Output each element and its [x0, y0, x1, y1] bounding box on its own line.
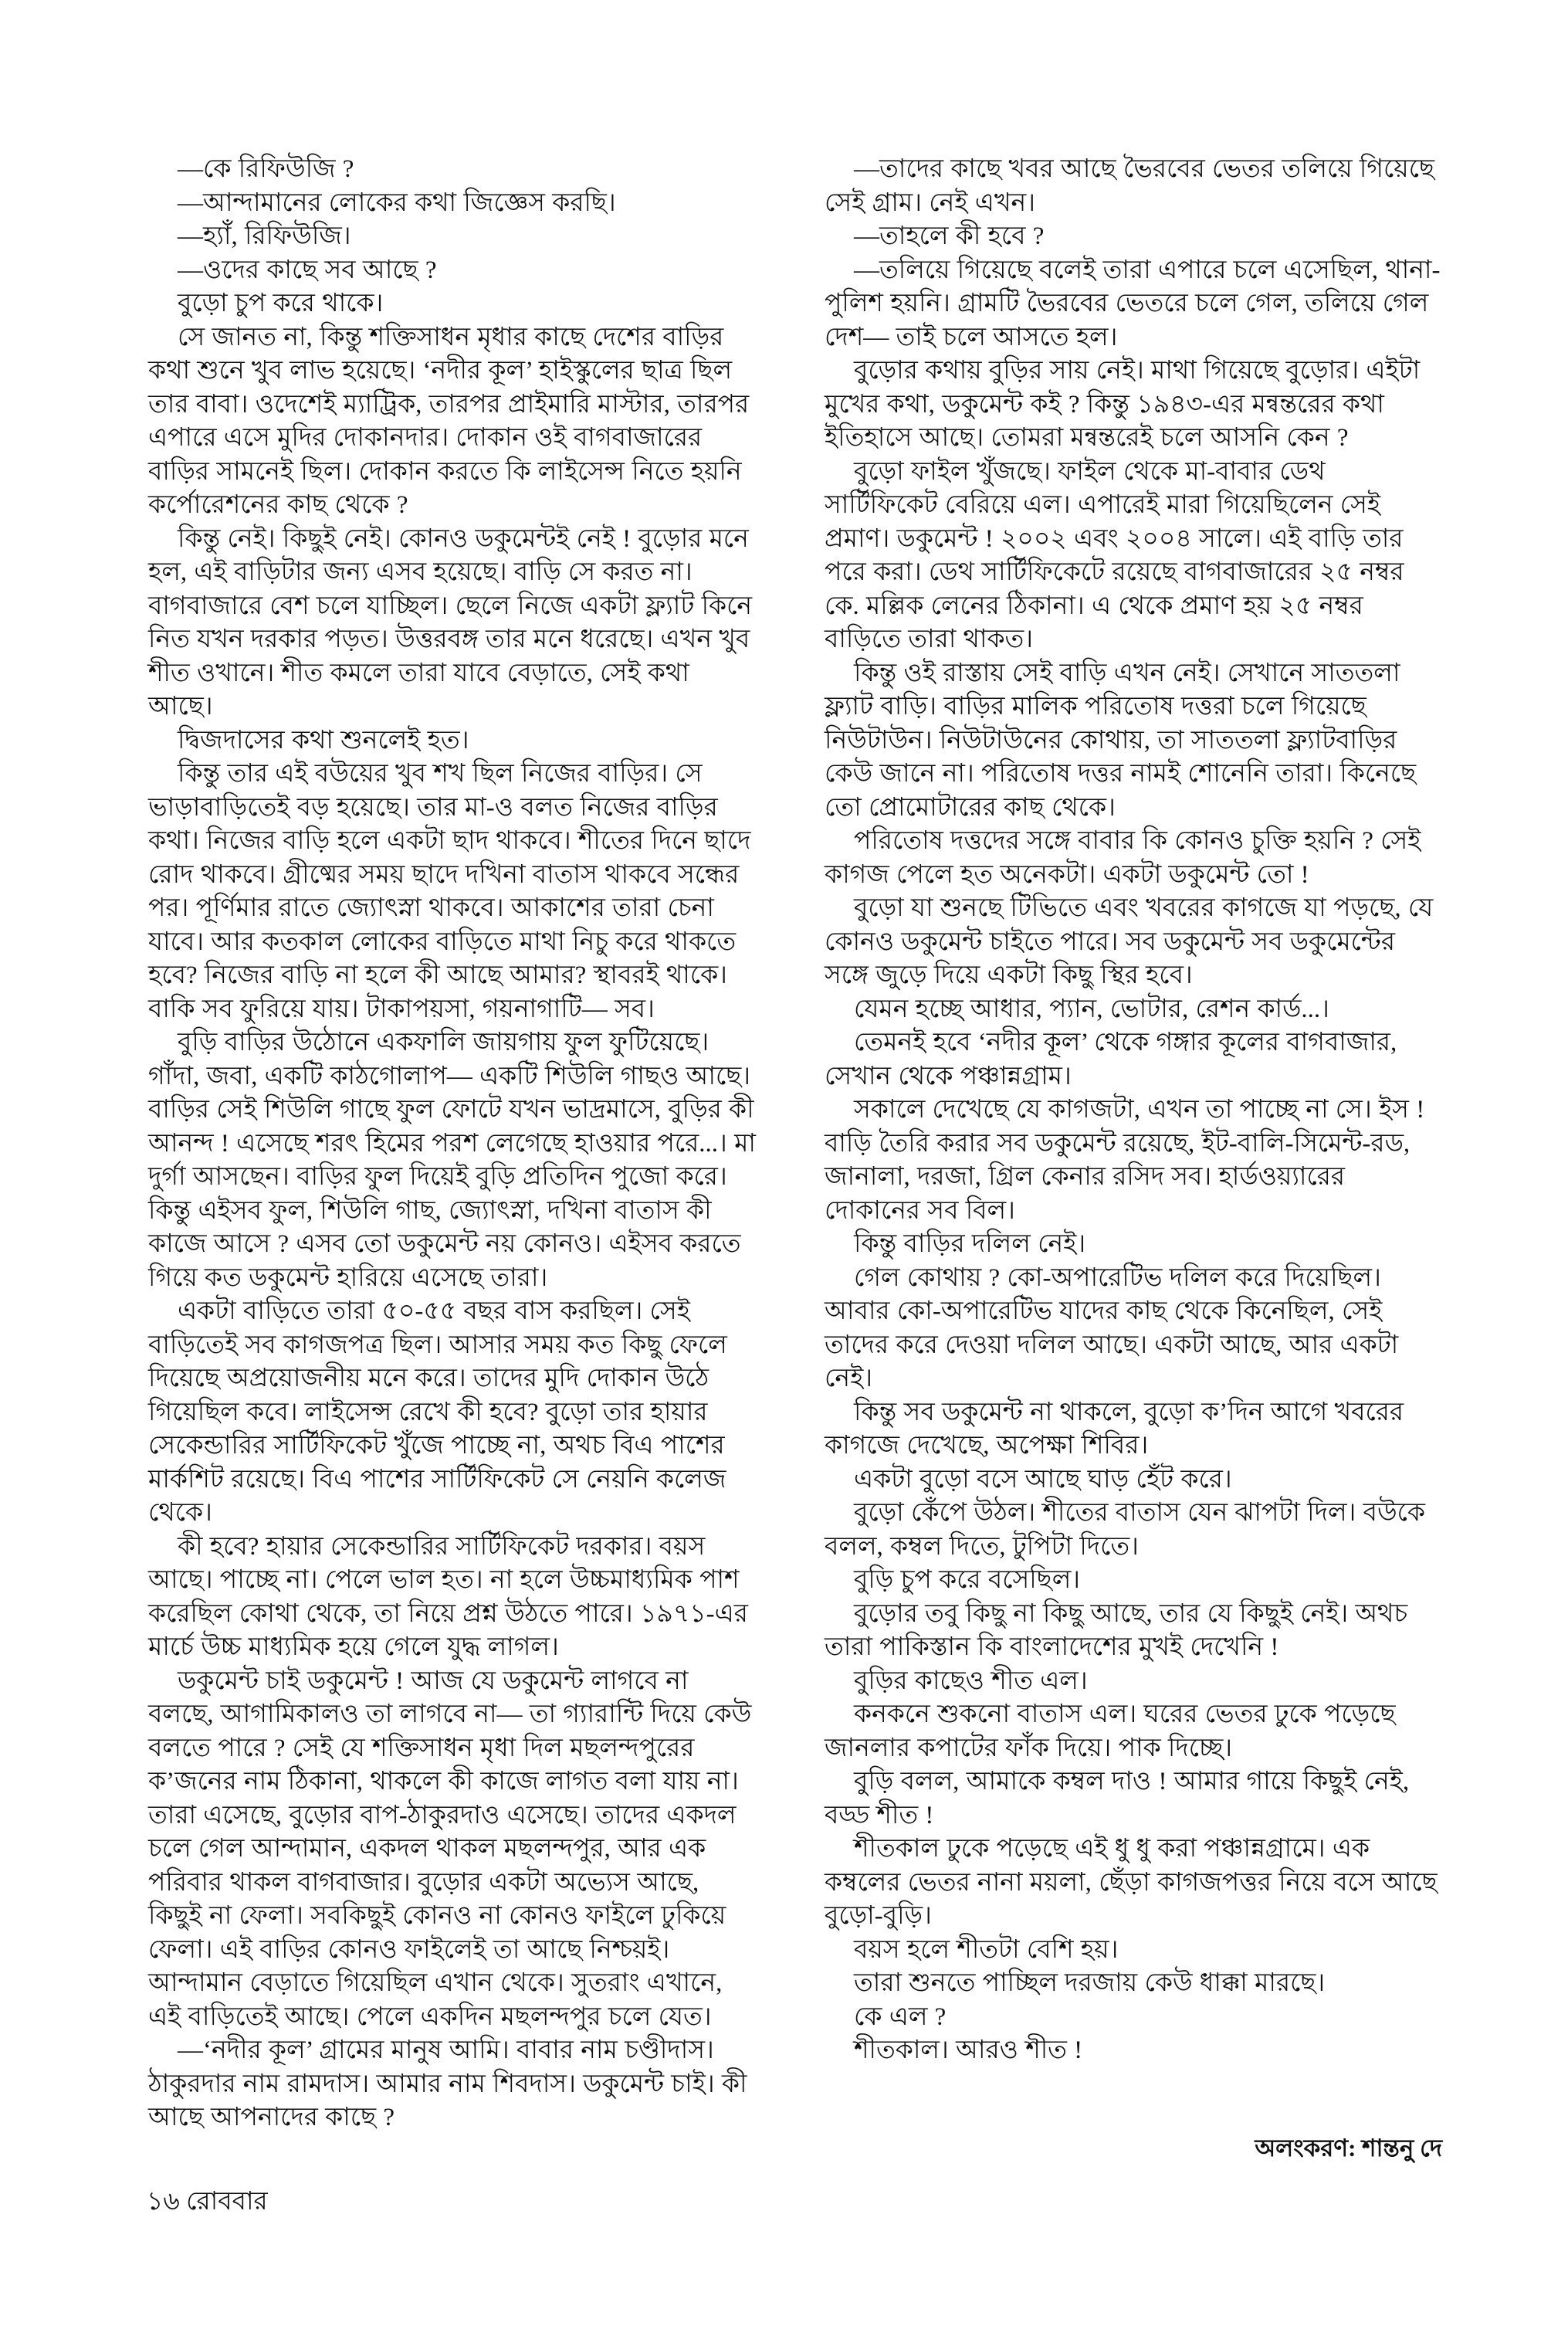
- paragraph: —হ্যাঁ, রিফিউজি।: [178, 222, 351, 250]
- text-column-left: [148, 153, 758, 2135]
- paragraph: —তাহলে কী হবে ?: [854, 222, 1045, 250]
- paragraph: বুড়োর তবু কিছু না কিছু আছে, তার যে কিছুই নেই। অথচ তারা পাকিস্তান কি বাংলাদেশের মুখই দেখেনি !: [825, 1599, 1408, 1661]
- paragraph: কিন্তু বাড়ির দলিল নেই।: [854, 1230, 1086, 1258]
- paragraph: সকালে দেখেছে যে কাগজটা, এখন তা পাচ্ছে না সে। ইস ! বাড়ি তৈরি করার সব ডকুমেন্ট রয়েছে, ইট-বালি-সিমেন্ট-রড, জানালা, দরজা, গ্রিল কেনার রসিদ সব। হার্ডওয়্যারের দোকানের সব বিল।: [825, 1096, 1425, 1225]
- paragraph: —আন্দামানের লোকের কথা জিজ্ঞেস করছি।: [178, 188, 616, 217]
- paragraph: কে এল ?: [854, 2002, 947, 2031]
- paragraph: বুড়ো চুপ করে থাকে।: [178, 290, 384, 317]
- paragraph: একটা বাড়িতে তারা ৫০-৫৫ বছর বাস করছিল। সেই বাড়িতেই সব কাগজপত্র ছিল। আসার সময় কত কিছু ফেলে দিয়েছে অপ্রয়োজনীয় মনে করে। তাদের মুদি দোকান উঠে গিয়েছিল কবে। লাইসেন্স রেখে কী হবে? বুড়ো তার হায়ার সেকেন্ডারির সার্টিফিকেট খুঁজে পাচ্ছে না, অথচ বিএ পাশের মার্কশিট রয়েছে। বিএ পাশের সার্টিফিকেট সে নেয়নি কলেজ থেকে।: [148, 1297, 727, 1527]
- paragraph: —কে রিফিউজি ?: [178, 155, 354, 183]
- paragraph: কী হবে? হায়ার সেকেন্ডারির সার্টিফিকেট দরকার। বয়স আছে। পাচ্ছে না। পেলে ভাল হত। না হলে উচ্চমাধ্যমিক পাশ করেছিল কোথা থেকে, তা নিয়ে প্রশ্ন উঠতে পারে। ১৯৭১-এর মার্চে উচ্চ মাধ্যমিক হয়ে গেলে যুদ্ধ লাগল।: [148, 1532, 748, 1661]
- paragraph: কিন্তু ওই রাস্তায় সেই বাড়ি এখন নেই। সেখানে সাততলা ফ্ল্যাট বাড়ি। বাড়ির মালিক পরিতোষ দত্তরা চলে গিয়েছে নিউটাউন। নিউটাউনের কোথায়, তা সাততলা ফ্ল্যাটবাড়ির কেউ জানে না। পরিতোষ দত্তর নামই শোনেনি তারা। কিনেছে তো প্রোমোটারের কাছ থেকে।: [825, 659, 1417, 822]
- paragraph: পরিতোষ দত্তদের সঙ্গে বাবার কি কোনও চুক্তি হয়নি ? সেই কাগজ পেলে হত অনেকটা। একটা ডকুমেন্ট তো !: [825, 827, 1421, 889]
- paragraph: তারা শুনতে পাচ্ছিল দরজায় কেউ ধাক্কা মারছে।: [854, 1969, 1326, 1997]
- paragraph: কিন্তু তার এই বউয়ের খুব শখ ছিল নিজের বাড়ির। সে ভাড়াবাড়িতেই বড় হয়েছে। তার মা-ও বলত নিজের বাড়ির কথা। নিজের বাড়ি হলে একটা ছাদ থাকবে। শীতের দিনে ছাদে রোদ থাকবে। গ্রীষ্মের সময় ছাদে দখিনা বাতাস থাকবে সন্ধের পর। পূর্ণিমার রাতে জ্যোৎস্না থাকবে। আকাশের তারা চেনা যাবে। আর কতকাল লোকের বাড়িতে মাথা নিচু করে থাকতে হবে? নিজের বাড়ি না হলে কী আছে আমার? স্থাবরই থাকে। বাকি সব ফুরিয়ে যায়। টাকাপয়সা, গয়নাগাটি— সব।: [148, 760, 751, 1023]
- paragraph: বুড়ি বলল, আমাকে কম্বল দাও ! আমার গায়ে কিছুই নেই, বড্ড শীত !: [825, 1768, 1410, 1829]
- paragraph: —ওদের কাছে সব আছে ?: [178, 256, 437, 284]
- paragraph: বুড়ি চুপ করে বসেছিল।: [854, 1566, 1081, 1594]
- paragraph: বুড়ো ফাইল খুঁজছে। ফাইল থেকে মা-বাবার ডেথ সার্টিফিকেট বেরিয়ে এল। এপারেই মারা গিয়েছিলেন সেই প্রমাণ। ডকুমেন্ট ! ২০০২ এবং ২০০৪ সালে। এই বাড়ি তার পরে করা। ডেথ সার্টিফিকেটে রয়েছে বাগবাজারের ২৫ নম্বর কে. মল্লিক লেনের ঠিকানা। এ থেকে প্রমাণ হয় ২৫ নম্বর বাড়িতে তারা থাকত।: [825, 457, 1404, 653]
- paragraph: বুড়ি বাড়ির উঠোনে একফালি জায়গায় ফুল ফুটিয়েছে। গাঁদা, জবা, একটি কাঠগোলাপ— একটি শিউলি গাছও আছে। বাড়ির সেই শিউলি গাছে ফুল ফোটে যখন ভাদ্রমাসে, বুড়ির কী আনন্দ ! এসেছে শরৎ হিমের পরশ লেগেছে হাওয়ার পরে...। মা দুর্গা আসছেন। বাড়ির ফুল দিয়েই বুড়ি প্রতিদিন পুজো করে। কিন্তু এইসব ফুল, শিউলি গাছ, জ্যোৎস্না, দখিনা বাতাস কী কাজে আসে ? এসব তো ডকুমেন্ট নয় কোনও। এইসব করতে গিয়ে কত ডকুমেন্ট হারিয়ে এসেছে তারা।: [148, 1029, 756, 1292]
- paragraph: সে জানত না, কিন্তু শক্তিসাধন মৃধার কাছে দেশের বাড়ির কথা শুনে খুব লাভ হয়েছে। ‘নদীর কূল’ হাইস্কুলের ছাত্র ছিল তার বাবা। ওদেশেই ম্যাট্রিক, তারপর প্রাইমারি মাস্টার, তারপর এপারে এসে মুদির দোকানদার। দোকান ওই বাগবাজারের বাড়ির সামনেই ছিল। দোকান করতে কি লাইসেন্স নিতে হয়নি কর্পোরেশনের কাছ থেকে ?: [148, 323, 750, 519]
- paragraph: কনকনে শুকনো বাতাস এল। ঘরের ভেতর ঢুকে পড়েছে জানলার কপাটের ফাঁক দিয়ে। পাক দিচ্ছে।: [825, 1700, 1396, 1762]
- paragraph: শীতকাল। আরও শীত !: [854, 2036, 1083, 2064]
- paragraph: শীতকাল ঢুকে পড়েছে এই ধু ধু করা পঞ্চান্নগ্রামে। এক কম্বলের ভেতর নানা ময়লা, ছেঁড়া কাগজপত্তর নিয়ে বসে আছে বুড়ো-বুড়ি।: [825, 1835, 1438, 1930]
- illustration-credit: অলংকরণ: শান্তনু দে: [1255, 2134, 1442, 2162]
- paragraph: —তলিয়ে গিয়েছে বলেই তারা এপারে চলে এসেছিল, থানা-পুলিশ হয়নি। গ্রামটি ভৈরবের ভেতরে চলে গেল, তলিয়ে গেল দেশ— তাই চলে আসতে হল।: [825, 256, 1441, 351]
- paragraph: ডকুমেন্ট চাই ডকুমেন্ট ! আজ যে ডকুমেন্ট লাগবে না বলছে, আগামিকালও তা লাগবে না— তা গ্যারান্টি দিয়ে কেউ বলতে পারে ? সেই যে শক্তিসাধন মৃধা দিল মছলন্দপুরের ক’জনের নাম ঠিকানা, থাকলে কী কাজে লাগত বলা যায় না। তারা এসেছে, বুড়োর বাপ-ঠাকুরদাও এসেছে। তাদের একদল চলে গেল আন্দামান, একদল থাকল মছলন্দপুর, আর এক পরিবার থাকল বাগবাজার। বুড়োর একটা অভ্যেস আছে, কিছুই না ফেলা। সবকিছুই কোনও না কোনও ফাইলে ঢুকিয়ে ফেলা। এই বাড়ির কোনও ফাইলেই তা আছে নিশ্চয়ই। আন্দামান বেড়াতে গিয়েছিল এখান থেকে। সুতরাং এখানে, এই বাড়িতেই আছে। পেলে একদিন মছলন্দপুর চলে যেত।: [148, 1667, 752, 2031]
- paragraph: গেল কোথায় ? কো-অপারেটিভ দলিল করে দিয়েছিল। আবার কো-অপারেটিভ যাদের কাছ থেকে কিনেছিল, সেই তাদের করে দেওয়া দলিল আছে। একটা আছে, আর একটা নেই।: [825, 1263, 1399, 1392]
- paragraph: একটা বুড়ো বসে আছে ঘাড় হেঁট করে।: [854, 1465, 1232, 1494]
- paragraph: বুড়ির কাছেও শীত এল।: [854, 1667, 1088, 1695]
- paragraph: বয়স হলে শীতটা বেশি হয়।: [854, 1935, 1119, 1964]
- paragraph: তেমনই হবে ‘নদীর কূল’ থেকে গঙ্গার কূলের বাগবাজার, সেখান থেকে পঞ্চান্নগ্রাম।: [825, 1029, 1397, 1090]
- paragraph: বুড়ো যা শুনছে টিভিতে এবং খবরের কাগজে যা পড়ছে, যে কোনও ডকুমেন্ট চাইতে পারে। সব ডকুমেন্ট সব ডকুমেন্টের সঙ্গে জুড়ে দিয়ে একটা কিছু স্থির হবে।: [825, 894, 1434, 989]
- text-column-right: [825, 153, 1442, 2068]
- page-number-footer: ১৬ রোববার: [147, 2188, 268, 2216]
- paragraph: —তাদের কাছে খবর আছে ভৈরবের ভেতর তলিয়ে গিয়েছে সেই গ্রাম। নেই এখন।: [825, 155, 1434, 217]
- paragraph: কিন্তু নেই। কিছুই নেই। কোনও ডকুমেন্টই নেই ! বুড়োর মনে হল, এই বাড়িটার জন্য এসব হয়েছে। বাড়ি সে করত না। বাগবাজারে বেশ চলে যাচ্ছিল। ছেলে নিজে একটা ফ্ল্যাট কিনে নিত যখন দরকার পড়ত। উত্তরবঙ্গ তার মনে ধরেছে। এখন খুব শীত ওখানে। শীত কমলে তারা যাবে বেড়াতে, সেই কথা আছে।: [148, 524, 753, 721]
- paragraph: বুড়োর কথায় বুড়ির সায় নেই। মাথা গিয়েছে বুড়োর। এইটা মুখের কথা, ডকুমেন্ট কই ? কিন্তু ১৯৪৩-এর মন্বন্তরের কথা ইতিহাসে আছে। তোমরা মন্বন্তরেই চলে আসনি কেন ?: [825, 357, 1421, 452]
- paragraph: কিন্তু সব ডকুমেন্ট না থাকলে, বুড়ো ক’দিন আগে খবরের কাগজে দেখেছে, অপেক্ষা শিবির।: [825, 1398, 1404, 1460]
- paragraph: —‘নদীর কূল’ গ্রামের মানুষ আমি। বাবার নাম চণ্ডীদাস। ঠাকুরদার নাম রামদাস। আমার নাম শিবদাস। ডকুমেন্ট চাই। কী আছে আপনাদের কাছে ?: [148, 2036, 747, 2131]
- paragraph: দ্বিজদাসের কথা শুনলেই হত।: [178, 726, 469, 754]
- paragraph: যেমন হচ্ছে আধার, প্যান, ভোটার, রেশন কার্ড...।: [854, 995, 1329, 1023]
- paragraph: বুড়ো কেঁপে উঠল। শীতের বাতাস যেন ঝাপটা দিল। বউকে বলল, কম্বল দিতে, টুপিটা দিতে।: [825, 1499, 1426, 1561]
